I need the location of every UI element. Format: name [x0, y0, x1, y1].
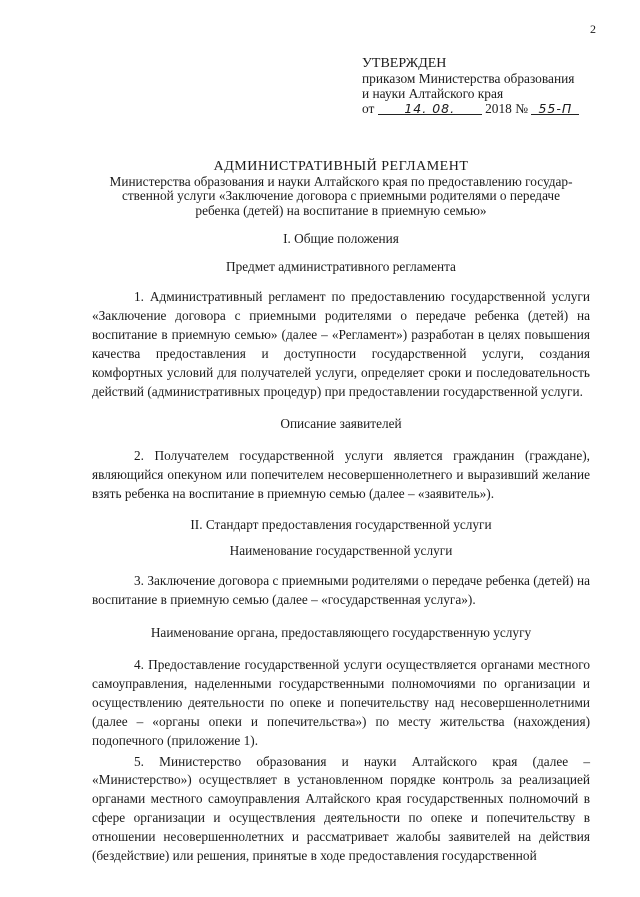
- paragraph-4: 4. Предоставление государственной услуги осуществляется органами местного самоуправления, наделенными государственными полномочиями по организации и осуществлению деятельности по опеке и попечительству над несовершеннолетними (далее – «органы опеки и попечительства») по месту жительства (нахождения) подопечного (приложение 1).: [92, 656, 590, 748]
- paragraph-2: 2. Получателем государственной услуги является гражданин (граждане), являющийся опекуном или попечителем несовершеннолетнего и выразивший желание взять ребенка на воспитание в приемную семью (далее – «заявитель»).: [92, 448, 590, 502]
- subsection-heading-applicants: Описание заявителей: [280, 416, 402, 432]
- section-heading-general: I. Общие положения: [283, 231, 399, 246]
- paragraph-3: 3. Заключение договора с приемными родителями о передаче ребенка (детей) на воспитание в приемную семью (далее – «государственная услуга»).: [92, 573, 590, 608]
- approval-date-line: [362, 101, 602, 116]
- approval-title: УТВЕРЖДЕН: [362, 56, 447, 71]
- approval-line-order: приказом Министерства образования: [362, 71, 575, 86]
- subsection-heading-service-name: Наименование государственной услуги: [229, 543, 453, 559]
- document-title: АДМИНИСТРАТИВНЫЙ РЕГЛАМЕНТ: [213, 159, 469, 174]
- approval-year-number-label: 2018 №: [485, 101, 528, 116]
- page-number: 2: [590, 22, 596, 36]
- paragraph-1: 1. Административный регламент по предоставлению государственной услуги «Заключение договора с приемными родителями о передаче ребенка (детей) на воспитание в приемную семью» (далее – «Регламент») разработан в целях повышения качества предоставления и доступности государственной услуги, создания комфортных условий для получателей услуги, определяет сроки и последовательность действий (административных процедур) при предоставлении государственной услуги.: [92, 289, 590, 399]
- approval-stamp-block: [362, 56, 602, 116]
- approval-number-handwritten: 55-П: [531, 101, 579, 115]
- document-subtitle-line-1: Министерства образования и науки Алтайского края по предоставлению государ-: [109, 173, 573, 189]
- subsection-heading-authority: Наименование органа, предоставляющего государственную услугу: [150, 624, 532, 640]
- document-subtitle-line-2: ственной услуги «Заключение договора с приемными родителями о передаче: [121, 188, 561, 203]
- subsection-heading-subject: Предмет административного регламента: [226, 259, 456, 274]
- paragraph-5: 5. Министерство образования и науки Алтайского края (далее – «Министерство») осуществляет в установленном порядке контроль за реализацией органами местного самоуправления Алтайского края государственных полномочий в сфере организации и осуществления деятельности по опеке и попечительству в отношении несовершеннолетних и рассматривает жалобы заявителей на действия (бездействие) или решения, принятые в ходе предоставления государственной: [92, 753, 590, 864]
- approval-line-ministry: и науки Алтайского края: [362, 86, 504, 101]
- section-heading-standard: II. Стандарт предоставления государственной услуги: [190, 517, 492, 533]
- document-subtitle-line-3: ребенка (детей) на воспитание в приемную семью»: [195, 202, 487, 218]
- document-body: [92, 160, 590, 866]
- approval-date-handwritten: 14. 08.: [378, 101, 482, 115]
- approval-from-label: от: [362, 101, 375, 116]
